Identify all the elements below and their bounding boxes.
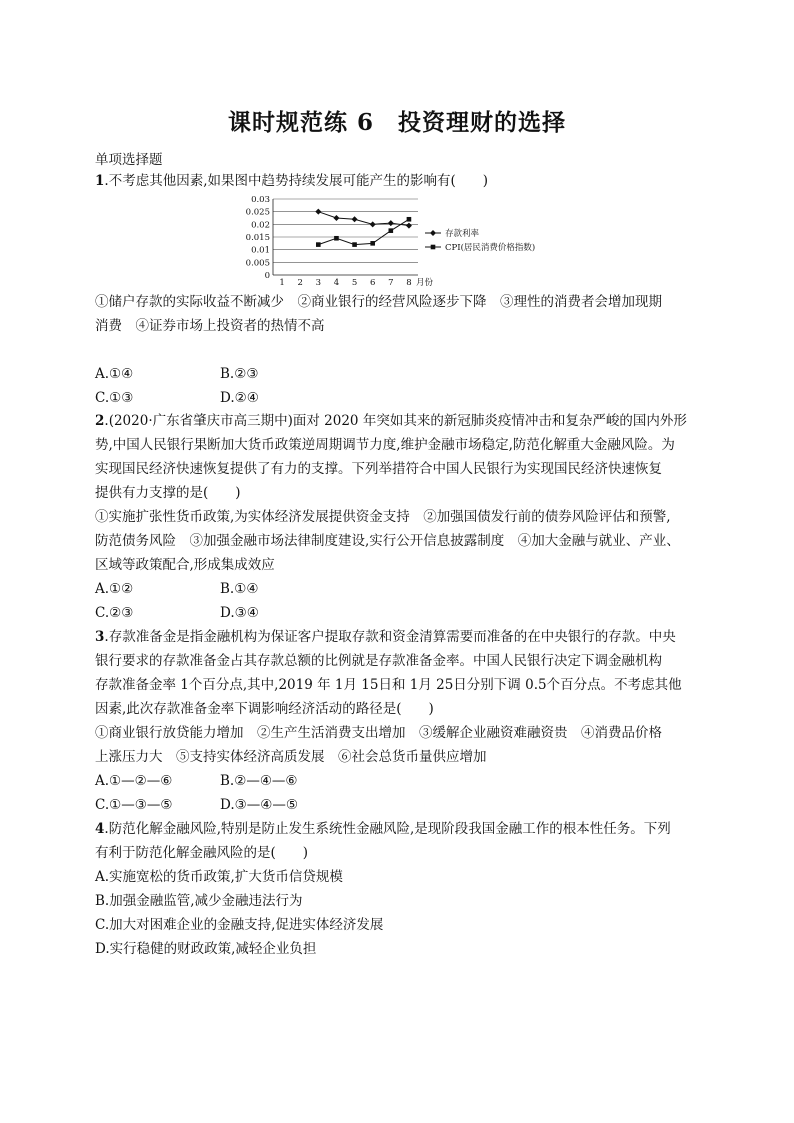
q3-line-1-text: .存款准备金是指金融机构为保证客户提取存款和资金清算需要而准备的在中央银行的存款。中央 bbox=[104, 629, 676, 645]
y-tick-label: 0.015 bbox=[245, 233, 270, 243]
y-tick-label: 0.005 bbox=[245, 258, 270, 269]
q2-number: 2 bbox=[95, 413, 105, 429]
legend-label-1: 存款利率 bbox=[445, 229, 480, 239]
q1-line-chart bbox=[233, 193, 563, 289]
q3-line-4: 因素,此次存款准备金率下调影响经济活动的路径是( ) bbox=[95, 701, 434, 717]
q2-line-1-text: .(2020·广东省肇庆市高三期中)面对 2020 年突如其来的新冠肺炎疫情冲击和复杂严峻的国内外形 bbox=[104, 413, 687, 429]
q3-line-2: 银行要求的存款准备金占其存款总额的比例就是存款准备金率。中国人民银行决定下调金融机构 bbox=[95, 653, 662, 669]
legend-marker-1 bbox=[430, 230, 436, 236]
series-1-point bbox=[388, 220, 394, 226]
q3-option-d[interactable]: D.③—④—⑤ bbox=[220, 797, 298, 813]
x-tick-label: 8 bbox=[406, 278, 412, 288]
y-tick-label: 0.02 bbox=[251, 220, 270, 231]
q2-option-c[interactable]: C.②③ bbox=[95, 605, 134, 621]
y-tick-label: 0.03 bbox=[251, 195, 270, 205]
q1-option-c[interactable]: C.①③ bbox=[95, 390, 134, 406]
q2-line-4: 提供有力支撑的是( ) bbox=[95, 485, 241, 501]
series-2-point bbox=[334, 236, 339, 241]
x-tick-label: 2 bbox=[297, 278, 303, 288]
x-tick-label: 7 bbox=[388, 278, 394, 288]
series-2-point bbox=[352, 242, 357, 247]
q2-line-1 bbox=[95, 412, 687, 430]
q3-number: 3 bbox=[95, 629, 105, 645]
series-1-point bbox=[333, 215, 339, 221]
chart-tick-labels bbox=[246, 195, 434, 288]
series-1-point bbox=[315, 209, 321, 215]
series-2-point bbox=[407, 217, 412, 222]
q3-option-b[interactable]: B.②—④—⑥ bbox=[220, 773, 298, 789]
chart-series bbox=[315, 209, 412, 247]
x-tick-label: 6 bbox=[369, 278, 376, 288]
q1-stem bbox=[95, 172, 488, 190]
series-2-point bbox=[316, 242, 321, 247]
q1-items-line-1: ①储户存款的实际收益不断减少 ②商业银行的经营风险逐步下降 ③理性的消费者会增加现期 bbox=[95, 294, 662, 310]
q4-line-1 bbox=[95, 820, 671, 838]
q1-items-line-2: 消费 ④证券市场上投资者的热情不高 bbox=[95, 318, 325, 334]
q1-option-b[interactable]: B.②③ bbox=[220, 366, 259, 382]
y-tick-label: 0 bbox=[264, 271, 270, 281]
chart-legend bbox=[425, 228, 535, 253]
q1-number: 1 bbox=[95, 173, 105, 189]
q4-option-a[interactable]: A.实施宽松的货币政策,扩大货币信贷规模 bbox=[95, 869, 343, 885]
series-1-point bbox=[406, 223, 412, 229]
q3-option-a[interactable]: A.①—②—⑥ bbox=[95, 773, 173, 789]
q4-option-b[interactable]: B.加强金融监管,减少金融违法行为 bbox=[95, 893, 303, 909]
series-line-1 bbox=[318, 212, 409, 226]
chart-grid bbox=[273, 199, 418, 262]
q4-option-c[interactable]: C.加大对困难企业的金融支持,促进实体经济发展 bbox=[95, 917, 384, 933]
y-tick-label: 0.025 bbox=[245, 207, 270, 218]
x-tick-label: 3 bbox=[315, 278, 322, 288]
q1-option-a[interactable]: A.①④ bbox=[95, 366, 134, 382]
q3-line-6: 上涨压力大 ⑤支持实体经济高质发展 ⑥社会总货币量供应增加 bbox=[95, 749, 487, 765]
q2-line-2: 势,中国人民银行果断加大货币政策逆周期调节力度,维护金融市场稳定,防范化解重大金融风险。为 bbox=[95, 437, 675, 453]
q4-line-2: 有利于防范化解金融风险的是( ) bbox=[95, 845, 309, 861]
y-tick-label: 0.01 bbox=[251, 245, 270, 256]
page-title: 课时规范练 6 投资理财的选择 bbox=[227, 109, 566, 136]
series-line-2 bbox=[318, 219, 409, 244]
q2-line-3: 实现国民经济快速恢复提供了有力的支撑。下列举措符合中国人民银行为实现国民经济快速恢复 bbox=[95, 461, 662, 477]
legend-label-2: CPI(居民消费价格指数) bbox=[445, 243, 536, 253]
q2-option-b[interactable]: B.①④ bbox=[220, 581, 259, 597]
q4-option-d[interactable]: D.实行稳健的财政政策,减轻企业负担 bbox=[95, 941, 317, 957]
q3-line-5: ①商业银行放贷能力增加 ②生产生活消费支出增加 ③缓解企业融资难融资贵 ④消费品价格 bbox=[95, 725, 662, 741]
q4-number: 4 bbox=[95, 821, 105, 837]
series-2-point bbox=[370, 241, 375, 246]
q3-line-1 bbox=[95, 628, 676, 646]
legend-marker-2 bbox=[431, 245, 436, 250]
q3-option-c[interactable]: C.①—③—⑤ bbox=[95, 797, 173, 813]
q2-line-5: ①实施扩张性货币政策,为实体经济发展提供资金支持 ②加强国债发行前的债券风险评估和预警, bbox=[95, 509, 671, 525]
q2-line-7: 区域等政策配合,形成集成效应 bbox=[95, 557, 275, 573]
x-tick-label: 4 bbox=[333, 278, 340, 288]
q1-stem-text: .不考虑其他因素,如果图中趋势持续发展可能产生的影响有( ) bbox=[104, 173, 489, 189]
x-axis-unit-label: 月份 bbox=[415, 278, 433, 288]
q2-line-6: 防范债务风险 ③加强金融市场法律制度建设,实行公开信息披露制度 ④加大金融与就业、产业、 bbox=[95, 533, 680, 549]
q4-line-1-text: .防范化解金融风险,特别是防止发生系统性金融风险,是现阶段我国金融工作的根本性任务。下列 bbox=[104, 821, 671, 837]
section-heading: 单项选择题 bbox=[95, 152, 163, 168]
q3-line-3: 存款准备金率 1个百分点,其中,2019 年 1月 15日和 1月 25日分别下调 0.5个百分点。不考虑其他 bbox=[95, 677, 682, 693]
series-1-point bbox=[370, 221, 376, 227]
q1-option-d[interactable]: D.②④ bbox=[220, 390, 259, 406]
series-1-point bbox=[352, 216, 358, 222]
q2-option-d[interactable]: D.③④ bbox=[220, 605, 259, 621]
x-tick-label: 5 bbox=[351, 278, 358, 288]
x-tick-label: 1 bbox=[279, 278, 285, 288]
series-2-point bbox=[389, 228, 394, 233]
q2-option-a[interactable]: A.①② bbox=[95, 581, 134, 597]
